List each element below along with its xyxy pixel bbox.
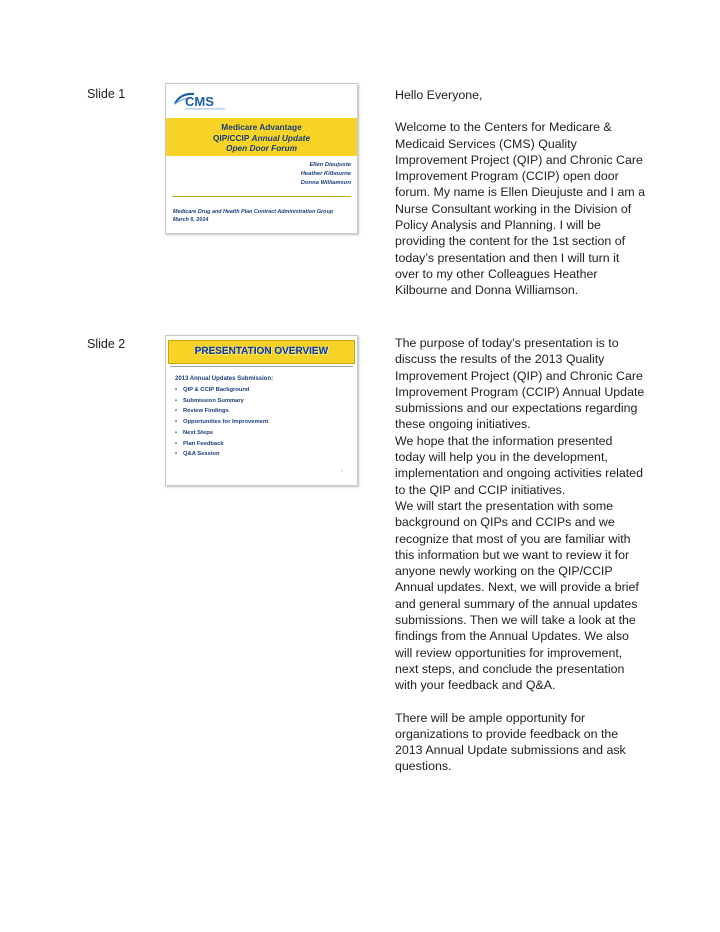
presenter-name: Ellen Dieujuste [309,162,351,168]
slide-2-heading: 2013 Annual Updates Submission: [175,376,274,382]
list-item: • Next Steps [175,428,268,439]
presenter-name: Donna Williamson [300,180,351,186]
bullet-icon: • [175,387,178,393]
list-item: • Plan Feedback [175,439,268,450]
bullet-icon: • [175,408,178,415]
bullet-icon: • [175,419,178,426]
notes-paragraph: Hello Everyone, [395,88,483,102]
slide-2-divider [170,366,353,367]
notes-paragraph: The purpose of today’s presentation is to discuss the results of the 2013 Quality Improvement Project (QIP) and Chronic Care Improvement Program (CCIP) Annual Update submissions and our expectations regarding these ongoing initiatives. We hope that the information presented today will help you in the development, implementation and ongoing activities related to the QIP and CCIP initiatives. We will start the presentation with some background on QIPs and CCIPs and we recognize that most of you are familiar with this information but we want to review it for anyone newly working on the QIP/CCIP Annual updates. Next, we will provide a brief and general summary of the annual updates submissions. Then we will take a look at the findings from the Annual Updates. We also will review opportunities for improvement, next steps, and conclude the presentation with your feedback and Q&A. [395,336,645,693]
slide-1-group-name: Medicare Drug and Health Plan Contract Administration Group [173,209,334,215]
slide-1-title-band [166,118,357,156]
slide-1-divider [172,196,351,197]
slide-2-notes [395,335,645,775]
notes-paragraph: There will be ample opportunity for organizations to provide feedback on the 2013 Annual Update submissions and ask questions. [395,710,626,774]
notes-paragraph: Welcome to the Centers for Medicare & Medicaid Services (CMS) Quality Improvement Project (QIP) and Chronic Care Improvement Program (CCIP) open door forum. My name is Ellen Dieujuste and I am a Nurse Consultant working in the Division of Policy Analysis and Planning. I will be providing the content for the 1st section of today’s presentation and then I will turn it over to my other Colleagues Heather Kilbourne and Donna Williamson. [395,120,645,298]
slide-1-presenters [301,161,351,188]
slide-1-thumbnail[interactable] [165,83,358,234]
slide-1-title-line3: Open Door Forum [226,143,297,153]
list-item: • Review Findings [175,406,268,417]
list-item: • Submission Summary [175,396,268,407]
bullet-icon: • [175,397,178,404]
bullet-icon: • [175,429,178,436]
cms-logo-icon [172,90,230,112]
slide-1-title-line2: QIP/CCIP Annual Update [212,132,311,143]
slide-1-title-line1: Medicare Advantage [221,122,302,132]
bullet-icon: • [175,440,178,447]
slide-2-title: PRESENTATION OVERVIEW [194,346,329,357]
slide-2-page-number: 2 [341,469,343,473]
slide-1-label: Slide 1 [87,87,126,101]
list-item: • Opportunities for Improvement [175,417,268,428]
list-item: • QIP & CCIP Background [175,385,268,396]
slide-1-notes [395,87,645,299]
slide-2-bullet-list [175,385,268,460]
slide-2-title-band [168,340,355,364]
list-item: • Q&A Session [175,449,268,460]
presenter-name: Heather Kilbourne [300,171,351,177]
slide-1-date: March 6, 2014 [173,217,209,223]
cms-logo-text: CMS [185,94,214,109]
slide-2-label: Slide 2 [87,337,126,351]
bullet-icon: • [175,451,178,458]
slide-2-thumbnail[interactable] [165,335,358,486]
